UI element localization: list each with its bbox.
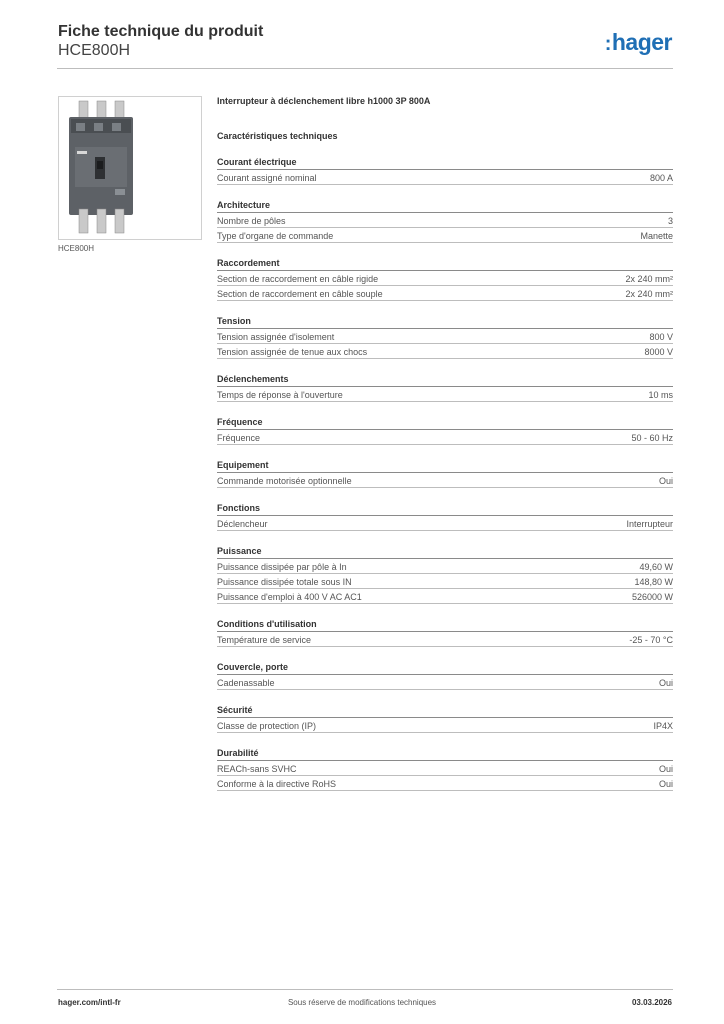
spec-value: Oui: [658, 476, 673, 486]
spec-row: [217, 574, 673, 589]
spec-value: 526000 W: [631, 592, 673, 602]
circuit-breaker-image: [59, 97, 201, 239]
spec-value: 49,60 W: [639, 562, 673, 572]
spec-label: Temps de réponse à l'ouverture: [217, 390, 343, 400]
spec-row: [217, 559, 673, 574]
spec-value: Oui: [658, 678, 673, 688]
spec-row: [217, 344, 673, 359]
product-image: [58, 96, 202, 240]
spec-row: [217, 213, 673, 228]
spec-row: [217, 228, 673, 243]
spec-value: 2x 240 mm²: [625, 274, 673, 284]
spec-row: [217, 675, 673, 690]
image-caption: HCE800H: [58, 244, 95, 253]
spec-label: Nombre de pôles: [217, 216, 286, 226]
spec-group: [217, 199, 673, 243]
spec-group-title: Fonctions: [217, 502, 673, 516]
spec-label: REACh-sans SVHC: [217, 764, 297, 774]
spec-group-title: Raccordement: [217, 257, 673, 271]
footer-date: 03.03.2026: [631, 998, 672, 1007]
footer-website: hager.com/intl-fr: [58, 998, 121, 1007]
spec-row: [217, 589, 673, 604]
spec-group-title: Architecture: [217, 199, 673, 213]
spec-label: Courant assigné nominal: [217, 173, 317, 183]
spec-group-title: Courant électrique: [217, 156, 673, 170]
spec-group-title: Tension: [217, 315, 673, 329]
spec-group: [217, 502, 673, 531]
footer-notice: Sous réserve de modifications techniques: [287, 998, 437, 1007]
spec-row: [217, 329, 673, 344]
spec-group-title: Fréquence: [217, 416, 673, 430]
spec-row: [217, 473, 673, 488]
product-name: Interrupteur à déclenchement libre h1000 3P 800A: [217, 96, 431, 106]
spec-row: [217, 776, 673, 791]
spec-label: Classe de protection (IP): [217, 721, 317, 731]
spec-group: [217, 373, 673, 402]
spec-group: [217, 618, 673, 647]
spec-group: [217, 315, 673, 359]
spec-group-title: Déclenchements: [217, 373, 673, 387]
spec-value: 8000 V: [644, 347, 673, 357]
spec-value: 148,80 W: [634, 577, 673, 587]
spec-groups: [217, 156, 673, 791]
spec-group: [217, 747, 673, 791]
spec-value: 2x 240 mm²: [625, 289, 673, 299]
page-title: Fiche technique du produit: [58, 23, 264, 40]
spec-value: Manette: [640, 231, 673, 241]
spec-row: [217, 761, 673, 776]
logo-text: hager: [611, 29, 672, 55]
spec-group: [217, 459, 673, 488]
spec-label: Cadenassable: [217, 678, 275, 688]
spec-label: Commande motorisée optionnelle: [217, 476, 352, 486]
spec-value: -25 - 70 °C: [629, 635, 673, 645]
spec-value: 10 ms: [648, 390, 673, 400]
spec-row: [217, 516, 673, 531]
hager-logo: :hager: [604, 29, 672, 55]
tech-section-title: Caractéristiques techniques: [217, 131, 338, 141]
spec-label: Puissance dissipée totale sous IN: [217, 577, 352, 587]
page-header: [58, 22, 263, 60]
spec-label: Fréquence: [217, 433, 261, 443]
spec-label: Section de raccordement en câble souple: [217, 289, 383, 299]
spec-value: 50 - 60 Hz: [631, 433, 673, 443]
spec-row: [217, 271, 673, 286]
spec-group-title: Puissance: [217, 545, 673, 559]
spec-row: [217, 387, 673, 402]
spec-value: 800 A: [649, 173, 673, 183]
spec-value: IP4X: [653, 721, 673, 731]
spec-label: Type d'organe de commande: [217, 231, 334, 241]
spec-label: Puissance d'emploi à 400 V AC AC1: [217, 592, 362, 602]
spec-value: 800 V: [649, 332, 673, 342]
spec-label: Puissance dissipée par pôle à In: [217, 562, 347, 572]
spec-group-title: Couvercle, porte: [217, 661, 673, 675]
spec-content: [217, 95, 673, 791]
spec-group: [217, 257, 673, 301]
spec-label: Température de service: [217, 635, 312, 645]
spec-group-title: Durabilité: [217, 747, 673, 761]
spec-row: [217, 170, 673, 185]
spec-value: Oui: [658, 764, 673, 774]
spec-group-title: Conditions d'utilisation: [217, 618, 673, 632]
spec-group: [217, 704, 673, 733]
spec-group: [217, 156, 673, 185]
spec-value: Oui: [658, 779, 673, 789]
spec-value: Interrupteur: [626, 519, 673, 529]
spec-row: [217, 718, 673, 733]
spec-group: [217, 416, 673, 445]
spec-row: [217, 632, 673, 647]
spec-value: 3: [667, 216, 673, 226]
spec-label: Section de raccordement en câble rigide: [217, 274, 379, 284]
spec-group: [217, 661, 673, 690]
spec-group-title: Equipement: [217, 459, 673, 473]
spec-label: Tension assignée de tenue aux chocs: [217, 347, 368, 357]
spec-label: Conforme à la directive RoHS: [217, 779, 337, 789]
product-reference: HCE800H: [58, 42, 131, 59]
spec-row: [217, 286, 673, 301]
spec-group: [217, 545, 673, 604]
spec-row: [217, 430, 673, 445]
spec-label: Tension assignée d'isolement: [217, 332, 335, 342]
header-divider: [57, 68, 673, 69]
spec-label: Déclencheur: [217, 519, 268, 529]
footer-divider: [57, 989, 673, 990]
spec-group-title: Sécurité: [217, 704, 673, 718]
